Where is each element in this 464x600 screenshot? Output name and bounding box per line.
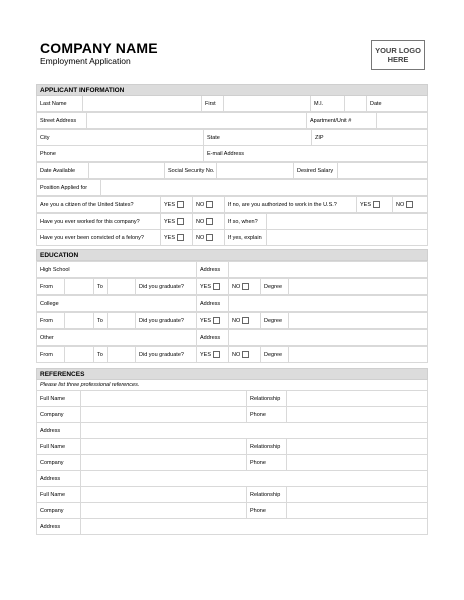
other-graduate-question: Did you graduate?	[136, 347, 197, 363]
street-address-label: Street Address	[37, 113, 87, 129]
ref3-phone-field[interactable]	[287, 503, 428, 519]
section-header-references: REFERENCES	[37, 369, 428, 380]
ref1-address-label: Address	[37, 423, 81, 439]
ref2-company-label: Company	[37, 455, 81, 471]
if-so-when-label: If so, when?	[225, 214, 267, 230]
references-section	[36, 368, 427, 535]
other-graduate-no[interactable]	[229, 347, 261, 363]
ref2-address-label: Address	[37, 471, 81, 487]
felony-no-option[interactable]	[193, 230, 225, 246]
section-header-applicant: APPLICANT INFORMATION	[37, 85, 428, 96]
ref2-address-field[interactable]	[81, 471, 428, 487]
checkbox-icon[interactable]	[206, 218, 213, 225]
other-yes-label: YES	[200, 351, 212, 358]
ref1-full-name-field[interactable]	[81, 391, 247, 407]
authorized-yes-option[interactable]	[357, 197, 393, 213]
college-from-field[interactable]	[65, 313, 94, 329]
last-name-field[interactable]	[83, 96, 202, 112]
hs-graduate-yes[interactable]	[197, 279, 229, 295]
authorized-no-option[interactable]	[393, 197, 428, 213]
other-address-label: Address	[197, 330, 229, 346]
email-cell[interactable]	[204, 146, 428, 162]
felony-question: Have you ever been convicted of a felony?	[37, 230, 161, 246]
date-available-label: Date Available	[37, 163, 89, 179]
email-label: E-mail Address	[207, 150, 244, 157]
date-label: Date	[370, 100, 382, 107]
other-to-label: To	[94, 347, 108, 363]
ssn-label: Social Security No.	[165, 163, 217, 179]
apartment-label: Apartment/Unit #	[307, 113, 377, 129]
ref1-relationship-field[interactable]	[287, 391, 428, 407]
ref2-full-name-label: Full Name	[37, 439, 81, 455]
section-header-education: EDUCATION	[37, 250, 428, 261]
felony-yes-option[interactable]	[161, 230, 193, 246]
citizen-no-label: NO	[196, 201, 205, 208]
college-label: College	[40, 300, 59, 307]
ref3-relationship-label: Relationship	[247, 487, 287, 503]
ref3-phone-label: Phone	[247, 503, 287, 519]
phone-label: Phone	[40, 150, 56, 157]
ref2-full-name-field[interactable]	[81, 439, 247, 455]
logo-text-line2: HERE	[387, 55, 409, 64]
first-name-field[interactable]	[224, 96, 311, 112]
ref2-relationship-field[interactable]	[287, 439, 428, 455]
ref1-phone-field[interactable]	[287, 407, 428, 423]
college-address-field[interactable]	[229, 296, 428, 312]
hs-graduate-question: Did you graduate?	[136, 279, 197, 295]
desired-salary-field[interactable]	[338, 163, 428, 179]
checkbox-icon[interactable]	[206, 234, 213, 241]
college-graduate-yes[interactable]	[197, 313, 229, 329]
checkbox-icon[interactable]	[177, 234, 184, 241]
worked-yes-option[interactable]	[161, 214, 193, 230]
hs-address-field[interactable]	[229, 262, 428, 278]
checkbox-icon[interactable]	[242, 317, 249, 324]
form-subtitle: Employment Application	[40, 56, 131, 66]
other-graduate-yes[interactable]	[197, 347, 229, 363]
ref3-address-field[interactable]	[81, 519, 428, 535]
other-degree-label: Degree	[261, 347, 289, 363]
ref3-company-label: Company	[37, 503, 81, 519]
citizen-question: Are you a citizen of the United States?	[37, 197, 161, 213]
position-label: Position Applied for	[37, 180, 101, 196]
position-field[interactable]	[101, 180, 428, 196]
checkbox-icon[interactable]	[206, 201, 213, 208]
authorized-no-label: NO	[396, 201, 405, 208]
checkbox-icon[interactable]	[242, 283, 249, 290]
hs-to-label: To	[94, 279, 108, 295]
date-cell[interactable]	[367, 96, 428, 112]
hs-no-label: NO	[232, 283, 241, 290]
hs-from-label: From	[37, 279, 65, 295]
hs-to-field[interactable]	[108, 279, 136, 295]
ref1-phone-label: Phone	[247, 407, 287, 423]
worked-no-option[interactable]	[193, 214, 225, 230]
worked-question: Have you ever worked for this company?	[37, 214, 161, 230]
ref2-relationship-label: Relationship	[247, 439, 287, 455]
ref3-full-name-field[interactable]	[81, 487, 247, 503]
checkbox-icon[interactable]	[242, 351, 249, 358]
checkbox-icon[interactable]	[213, 317, 220, 324]
other-from-label: From	[37, 347, 65, 363]
college-cell[interactable]	[37, 296, 197, 312]
state-cell[interactable]	[204, 130, 312, 146]
hs-degree-field[interactable]	[289, 279, 428, 295]
education-section	[36, 249, 427, 372]
ref1-company-label: Company	[37, 407, 81, 423]
college-to-label: To	[94, 313, 108, 329]
authorized-yes-label: YES	[360, 201, 372, 208]
checkbox-icon[interactable]	[213, 283, 220, 290]
college-graduate-question: Did you graduate?	[136, 313, 197, 329]
first-name-label: First	[202, 96, 224, 112]
ref3-full-name-label: Full Name	[37, 487, 81, 503]
state-label: State	[207, 134, 220, 141]
logo-placeholder	[371, 40, 425, 70]
hs-address-label: Address	[197, 262, 229, 278]
zip-cell[interactable]	[312, 130, 428, 146]
felony-no-label: NO	[196, 234, 205, 241]
ref1-address-field[interactable]	[81, 423, 428, 439]
other-label: Other	[40, 334, 54, 341]
citizen-no-option[interactable]	[193, 197, 225, 213]
other-from-field[interactable]	[65, 347, 94, 363]
ref2-company-field[interactable]	[81, 455, 247, 471]
last-name-label: Last Name	[37, 96, 83, 112]
logo-text-line1: YOUR LOGO	[375, 46, 421, 55]
middle-initial-label: M.I.	[311, 96, 345, 112]
college-address-label: Address	[197, 296, 229, 312]
middle-initial-field[interactable]	[345, 96, 367, 112]
other-cell[interactable]	[37, 330, 197, 346]
ref1-company-field[interactable]	[81, 407, 247, 423]
hs-yes-label: YES	[200, 283, 212, 290]
college-from-label: From	[37, 313, 65, 329]
apartment-field[interactable]	[377, 113, 428, 129]
checkbox-icon[interactable]	[213, 351, 220, 358]
explain-field[interactable]	[267, 230, 428, 246]
checkbox-icon[interactable]	[177, 218, 184, 225]
high-school-label: High School	[40, 266, 70, 273]
if-so-when-field[interactable]	[267, 214, 428, 230]
zip-label: ZIP	[315, 134, 324, 141]
other-address-field[interactable]	[229, 330, 428, 346]
college-yes-label: YES	[200, 317, 212, 324]
other-no-label: NO	[232, 351, 241, 358]
citizen-yes-label: YES	[164, 201, 176, 208]
hs-degree-label: Degree	[261, 279, 289, 295]
ref3-company-field[interactable]	[81, 503, 247, 519]
city-label: City	[40, 134, 50, 141]
checkbox-icon[interactable]	[373, 201, 380, 208]
college-degree-field[interactable]	[289, 313, 428, 329]
ssn-field[interactable]	[217, 163, 294, 179]
ref3-relationship-field[interactable]	[287, 487, 428, 503]
other-to-field[interactable]	[108, 347, 136, 363]
college-to-field[interactable]	[108, 313, 136, 329]
checkbox-icon[interactable]	[177, 201, 184, 208]
street-address-field[interactable]	[87, 113, 307, 129]
date-available-field[interactable]	[89, 163, 165, 179]
phone-cell[interactable]	[37, 146, 204, 162]
authorized-question: If no, are you authorized to work in the U.S.?	[225, 197, 357, 213]
city-cell[interactable]	[37, 130, 204, 146]
felony-yes-label: YES	[164, 234, 176, 241]
high-school-cell[interactable]	[37, 262, 197, 278]
hs-graduate-no[interactable]	[229, 279, 261, 295]
applicant-information-section	[36, 84, 427, 255]
citizen-yes-option[interactable]	[161, 197, 193, 213]
college-degree-label: Degree	[261, 313, 289, 329]
college-graduate-no[interactable]	[229, 313, 261, 329]
if-yes-explain-label: If yes, explain	[225, 230, 267, 246]
hs-from-field[interactable]	[65, 279, 94, 295]
desired-salary-label: Desired Salary	[294, 163, 338, 179]
checkbox-icon[interactable]	[406, 201, 413, 208]
ref1-relationship-label: Relationship	[247, 391, 287, 407]
college-no-label: NO	[232, 317, 241, 324]
worked-no-label: NO	[196, 218, 205, 225]
ref1-full-name-label: Full Name	[37, 391, 81, 407]
ref2-phone-label: Phone	[247, 455, 287, 471]
references-note: Please list three professional references.	[37, 380, 428, 391]
company-name: COMPANY NAME	[40, 40, 158, 56]
other-degree-field[interactable]	[289, 347, 428, 363]
ref3-address-label: Address	[37, 519, 81, 535]
ref2-phone-field[interactable]	[287, 455, 428, 471]
worked-yes-label: YES	[164, 218, 176, 225]
